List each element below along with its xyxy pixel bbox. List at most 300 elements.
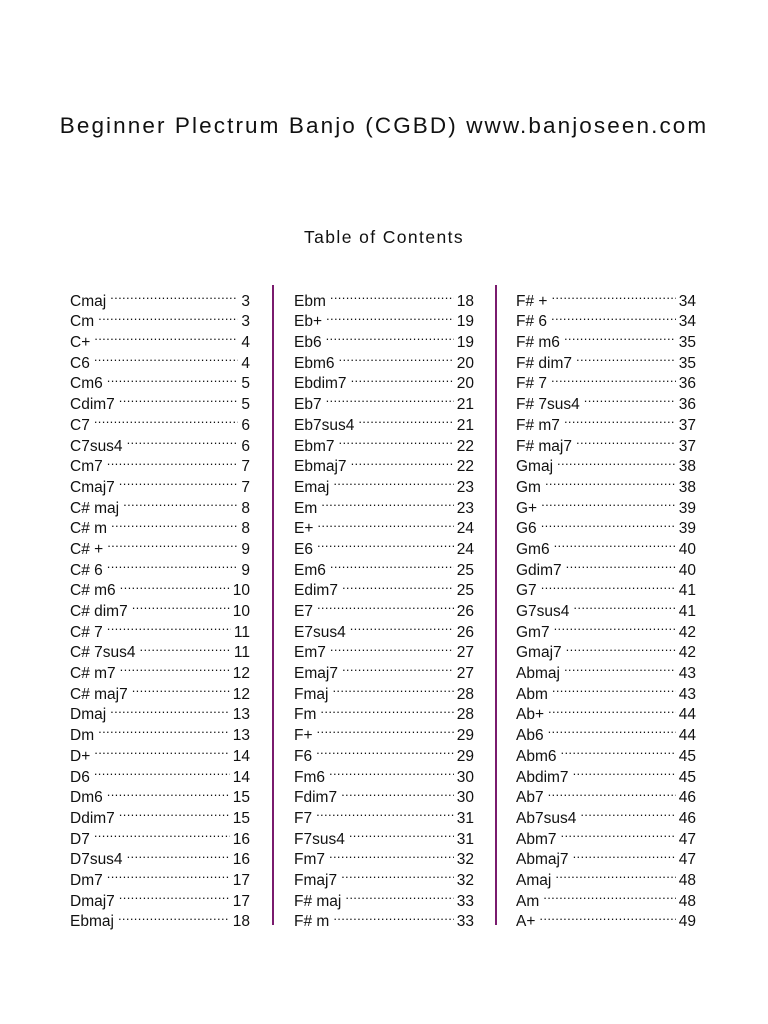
toc-entry[interactable] bbox=[294, 513, 474, 538]
toc-entry-page-number: 10 bbox=[232, 603, 250, 620]
toc-entry-page-number: 40 bbox=[678, 540, 696, 558]
toc-entry[interactable] bbox=[294, 533, 474, 558]
toc-entry-label: Ddim7 bbox=[70, 809, 115, 827]
toc-entry-label: Cm6 bbox=[70, 375, 103, 393]
dot-leader bbox=[548, 719, 676, 740]
toc-entry[interactable] bbox=[70, 285, 250, 310]
toc-entry-page-number: 32 bbox=[456, 871, 474, 889]
toc-entry-page-number: 22 bbox=[456, 437, 474, 455]
toc-entry-page-number: 47 bbox=[678, 851, 696, 869]
toc-entry-label: Fmaj7 bbox=[294, 871, 338, 889]
toc-entry-page-number: 6 bbox=[241, 437, 250, 455]
toc-entry-label: Ab7 bbox=[516, 789, 544, 807]
toc-entry[interactable] bbox=[516, 885, 696, 910]
dot-leader bbox=[539, 906, 675, 927]
toc-entry-label: D6 bbox=[70, 768, 90, 786]
toc-entry-page-number: 47 bbox=[678, 830, 696, 848]
toc-entry-label: D7sus4 bbox=[70, 851, 123, 869]
dot-leader bbox=[317, 513, 453, 534]
dot-leader bbox=[118, 906, 230, 927]
toc-entry-page-number: 35 bbox=[678, 334, 696, 352]
toc-entry-page-number: 4 bbox=[241, 334, 250, 352]
toc-entry-page-number: 41 bbox=[678, 582, 696, 600]
toc-entry-page-number: 39 bbox=[678, 499, 696, 517]
toc-entry[interactable] bbox=[294, 740, 474, 765]
dot-leader bbox=[107, 554, 239, 575]
toc-entry-page-number: 9 bbox=[241, 561, 250, 579]
toc-entry-label: Dm7 bbox=[70, 871, 103, 889]
toc-entry-label: Dm bbox=[70, 727, 95, 745]
toc-entry-label: C# dim7 bbox=[70, 603, 128, 620]
toc-entry-page-number: 19 bbox=[456, 313, 474, 331]
toc-entry-label: Ebmaj bbox=[70, 913, 114, 931]
toc-entry-page-number: 3 bbox=[241, 313, 250, 331]
toc-entry-label: C# m7 bbox=[70, 665, 116, 683]
toc-entry-label: C# m6 bbox=[70, 582, 116, 600]
toc-entry-label: F# maj bbox=[294, 892, 342, 910]
toc-entry-page-number: 28 bbox=[456, 685, 474, 703]
dot-leader bbox=[94, 740, 230, 761]
toc-entry-label: Abm6 bbox=[516, 747, 557, 765]
toc-column-3 bbox=[516, 285, 696, 931]
dot-leader bbox=[94, 326, 238, 347]
dot-leader bbox=[94, 347, 239, 368]
dot-leader bbox=[326, 388, 454, 409]
dot-leader bbox=[119, 885, 230, 906]
dot-leader bbox=[317, 595, 454, 616]
dot-leader bbox=[119, 471, 239, 492]
dot-leader bbox=[132, 595, 230, 616]
dot-leader bbox=[316, 802, 454, 823]
toc-entry-label: D7 bbox=[70, 830, 90, 848]
toc-entry-page-number: 17 bbox=[232, 871, 250, 889]
dot-leader bbox=[545, 471, 676, 492]
toc-entry-label: F# 6 bbox=[516, 313, 548, 331]
dot-leader bbox=[341, 782, 454, 803]
toc-entry-page-number: 41 bbox=[678, 603, 696, 620]
toc-entry-label: E+ bbox=[294, 520, 314, 538]
toc-entry-page-number: 38 bbox=[678, 478, 696, 496]
toc-entry-page-number: 18 bbox=[456, 292, 474, 310]
toc-entry-page-number: 36 bbox=[678, 396, 696, 414]
dot-leader bbox=[351, 368, 454, 389]
dot-leader bbox=[541, 513, 676, 534]
toc-entry-label: Edim7 bbox=[294, 582, 338, 600]
dot-leader bbox=[333, 471, 453, 492]
toc-entry-label: Cmaj7 bbox=[70, 478, 115, 496]
toc-entry[interactable] bbox=[294, 699, 474, 724]
toc-entry-page-number: 29 bbox=[456, 747, 474, 765]
toc-entry-label: Ebm6 bbox=[294, 354, 335, 372]
toc-entry-label: Dmaj bbox=[70, 706, 107, 724]
toc-entry-page-number: 44 bbox=[678, 706, 696, 724]
toc-entry-label: Cmaj bbox=[70, 292, 107, 310]
toc-entry-page-number: 37 bbox=[678, 437, 696, 455]
toc-entry[interactable] bbox=[294, 595, 474, 620]
dot-leader bbox=[554, 533, 676, 554]
toc-entry-page-number: 7 bbox=[241, 458, 250, 476]
dot-leader bbox=[573, 761, 676, 782]
toc-entry[interactable] bbox=[294, 802, 474, 827]
dot-leader bbox=[330, 637, 454, 658]
dot-leader bbox=[541, 575, 676, 596]
toc-entry-label: Em bbox=[294, 499, 318, 517]
toc-entry-page-number: 20 bbox=[456, 375, 474, 393]
dot-leader bbox=[584, 388, 676, 409]
toc-entry-label: C# 6 bbox=[70, 561, 103, 579]
toc-heading: Table of Contents bbox=[304, 227, 464, 247]
dot-leader bbox=[120, 575, 230, 596]
toc-entry-page-number: 48 bbox=[678, 892, 696, 910]
dot-leader bbox=[551, 368, 676, 389]
toc-entry-label: G7 bbox=[516, 582, 537, 600]
toc-entry-page-number: 12 bbox=[232, 665, 250, 683]
dot-leader bbox=[111, 513, 238, 534]
toc-entry-page-number: 13 bbox=[232, 706, 250, 724]
toc-entry-label: C# 7sus4 bbox=[70, 644, 136, 662]
dot-leader bbox=[94, 409, 239, 430]
toc-entry-page-number: 36 bbox=[678, 375, 696, 393]
toc-entry-label: C7sus4 bbox=[70, 437, 123, 455]
toc-entry-page-number: 24 bbox=[456, 540, 474, 558]
dot-leader bbox=[119, 802, 230, 823]
dot-leader bbox=[107, 616, 231, 637]
toc-entry-page-number: 3 bbox=[241, 292, 250, 310]
toc-entry-page-number: 8 bbox=[241, 520, 250, 538]
toc-entry-label: A+ bbox=[516, 913, 536, 931]
toc-entry-page-number: 6 bbox=[241, 416, 250, 434]
dot-leader bbox=[329, 761, 454, 782]
dot-leader bbox=[321, 492, 454, 513]
toc-entry[interactable] bbox=[70, 823, 250, 848]
toc-entry[interactable] bbox=[516, 906, 696, 931]
toc-entry-label: F# maj7 bbox=[516, 437, 572, 455]
toc-entry-label: Am bbox=[516, 892, 540, 910]
toc-entry[interactable] bbox=[294, 492, 474, 517]
toc-entry-label: E7sus4 bbox=[294, 623, 346, 641]
dot-leader bbox=[320, 699, 453, 720]
toc-entry-page-number: 14 bbox=[232, 768, 250, 786]
toc-entry-page-number: 44 bbox=[678, 727, 696, 745]
toc-entry-label: F+ bbox=[294, 727, 313, 745]
toc-entry-page-number: 42 bbox=[678, 644, 696, 662]
document-title: Beginner Plectrum Banjo (CGBD) www.banjoseen.com bbox=[59, 113, 709, 138]
toc-entry-page-number: 21 bbox=[456, 416, 474, 434]
dot-leader bbox=[94, 823, 230, 844]
toc-entry-label: Amaj bbox=[516, 871, 552, 889]
dot-leader bbox=[345, 885, 453, 906]
dot-leader bbox=[548, 699, 676, 720]
dot-leader bbox=[120, 657, 230, 678]
toc-entry[interactable] bbox=[70, 740, 250, 765]
toc-column-2 bbox=[294, 285, 474, 931]
toc-entry-label: C# 7 bbox=[70, 623, 103, 641]
toc-entry-page-number: 19 bbox=[456, 334, 474, 352]
dot-leader bbox=[554, 616, 676, 637]
toc-entry-page-number: 11 bbox=[233, 644, 250, 662]
toc-entry-page-number: 38 bbox=[678, 458, 696, 476]
toc-column-1 bbox=[70, 285, 250, 931]
toc-entry-page-number: 10 bbox=[232, 582, 250, 600]
dot-leader bbox=[107, 368, 239, 389]
toc-entry[interactable] bbox=[516, 575, 696, 600]
dot-leader bbox=[573, 595, 675, 616]
toc-entry-label: F6 bbox=[294, 747, 313, 765]
toc-entry-page-number: 30 bbox=[456, 768, 474, 786]
toc-entry-label: Eb+ bbox=[294, 313, 323, 331]
toc-entry-label: D+ bbox=[70, 747, 91, 765]
toc-entry-page-number: 27 bbox=[456, 665, 474, 683]
toc-entry[interactable] bbox=[516, 595, 696, 620]
toc-entry-label: F# m6 bbox=[516, 334, 560, 352]
dot-leader bbox=[349, 823, 454, 844]
toc-entry-page-number: 43 bbox=[678, 685, 696, 703]
toc-entry-label: E7 bbox=[294, 603, 313, 620]
toc-entry-page-number: 46 bbox=[678, 789, 696, 807]
toc-entry-label: G7sus4 bbox=[516, 603, 570, 620]
toc-entry-label: Cm7 bbox=[70, 458, 103, 476]
toc-entry-label: Ebdim7 bbox=[294, 375, 347, 393]
toc-entry[interactable] bbox=[516, 492, 696, 517]
toc-entry-page-number: 35 bbox=[678, 354, 696, 372]
toc-entry-label: Ebmaj7 bbox=[294, 458, 347, 476]
dot-leader bbox=[566, 554, 676, 575]
toc-entry-page-number: 32 bbox=[456, 851, 474, 869]
dot-leader bbox=[339, 430, 454, 451]
toc-entry-page-number: 34 bbox=[678, 292, 696, 310]
dot-leader bbox=[358, 409, 453, 430]
toc-entry-page-number: 45 bbox=[678, 768, 696, 786]
toc-entry-label: C# + bbox=[70, 540, 104, 558]
dot-leader bbox=[107, 451, 239, 472]
toc-entry[interactable] bbox=[70, 844, 250, 869]
toc-entry-label: Cm bbox=[70, 313, 95, 331]
toc-entry-label: Fm bbox=[294, 706, 317, 724]
toc-entry-label: F7 bbox=[294, 809, 313, 827]
dot-leader bbox=[107, 533, 238, 554]
toc-entry-page-number: 49 bbox=[678, 913, 696, 931]
toc-entry[interactable] bbox=[70, 347, 250, 372]
dot-leader bbox=[576, 430, 676, 451]
toc-entry-page-number: 11 bbox=[233, 623, 250, 641]
toc-entry-label: Gmaj bbox=[516, 458, 554, 476]
toc-entry-page-number: 23 bbox=[456, 478, 474, 496]
toc-entry-page-number: 18 bbox=[232, 913, 250, 931]
toc-entry[interactable] bbox=[294, 719, 474, 745]
toc-entry[interactable] bbox=[70, 761, 250, 786]
toc-entry-label: C+ bbox=[70, 334, 91, 352]
toc-entry-page-number: 4 bbox=[241, 354, 250, 372]
dot-leader bbox=[127, 430, 239, 451]
toc-entry-label: F# m7 bbox=[516, 416, 560, 434]
toc-entry-page-number: 29 bbox=[456, 727, 474, 745]
toc-entry-label: Abmaj bbox=[516, 665, 560, 683]
dot-leader bbox=[342, 657, 454, 678]
dot-leader bbox=[333, 906, 453, 927]
toc-entry[interactable] bbox=[294, 554, 474, 579]
toc-entry-page-number: 26 bbox=[456, 603, 474, 620]
toc-entry-page-number: 43 bbox=[678, 665, 696, 683]
dot-leader bbox=[551, 306, 676, 327]
toc-entry-label: C# maj7 bbox=[70, 685, 128, 703]
toc-entry[interactable] bbox=[516, 513, 696, 538]
toc-entry[interactable] bbox=[70, 409, 250, 434]
toc-entry-label: Em6 bbox=[294, 561, 326, 579]
toc-entry-label: Abm bbox=[516, 685, 548, 703]
dot-leader bbox=[123, 492, 238, 513]
dot-leader bbox=[339, 347, 454, 368]
toc-entry-label: G6 bbox=[516, 520, 537, 538]
toc-entry-label: Abdim7 bbox=[516, 768, 569, 786]
toc-entry-page-number: 31 bbox=[456, 830, 474, 848]
toc-entry-page-number: 42 bbox=[678, 623, 696, 641]
toc-entry-page-number: 12 bbox=[232, 685, 250, 703]
toc-entry-label: C# maj bbox=[70, 499, 120, 517]
toc-entry-page-number: 15 bbox=[232, 809, 250, 827]
toc-entry-label: C7 bbox=[70, 416, 90, 434]
dot-leader bbox=[561, 823, 676, 844]
dot-leader bbox=[107, 782, 230, 803]
toc-entry-page-number: 46 bbox=[678, 809, 696, 827]
toc-entry-label: Emaj bbox=[294, 478, 330, 496]
dot-leader bbox=[580, 802, 675, 823]
toc-entry-label: Emaj7 bbox=[294, 665, 338, 683]
toc-entry-label: Fm6 bbox=[294, 768, 325, 786]
toc-entry-page-number: 16 bbox=[232, 830, 250, 848]
toc-entry-page-number: 23 bbox=[456, 499, 474, 517]
toc-entry-label: Gm7 bbox=[516, 623, 550, 641]
dot-leader bbox=[342, 575, 454, 596]
dot-leader bbox=[110, 285, 238, 306]
toc-entry-label: F# 7sus4 bbox=[516, 396, 580, 414]
toc-entry-label: Em7 bbox=[294, 644, 326, 662]
toc-entry-label: Gm bbox=[516, 478, 541, 496]
dot-leader bbox=[330, 285, 454, 306]
toc-entry-label: Gm6 bbox=[516, 540, 550, 558]
toc-entry-page-number: 39 bbox=[678, 520, 696, 538]
toc-entry-page-number: 5 bbox=[241, 375, 250, 393]
toc-entry-label: Eb7 bbox=[294, 396, 322, 414]
dot-leader bbox=[564, 409, 676, 430]
toc-entry-label: Ebm bbox=[294, 292, 326, 310]
dot-leader bbox=[566, 637, 676, 658]
toc-entry-label: C# m bbox=[70, 520, 108, 538]
toc-entry[interactable] bbox=[516, 285, 696, 310]
dot-leader bbox=[548, 782, 676, 803]
toc-entry[interactable] bbox=[294, 285, 474, 310]
toc-entry-page-number: 45 bbox=[678, 747, 696, 765]
dot-leader bbox=[326, 306, 454, 327]
toc-entry-page-number: 26 bbox=[456, 623, 474, 641]
toc-entry-label: Eb6 bbox=[294, 334, 322, 352]
toc-entry-label: Ab+ bbox=[516, 706, 545, 724]
toc-entry-page-number: 48 bbox=[678, 871, 696, 889]
toc-entry-page-number: 33 bbox=[456, 892, 474, 910]
toc-entry-label: F# m bbox=[294, 913, 330, 931]
dot-leader bbox=[317, 719, 454, 740]
dot-leader bbox=[551, 285, 675, 306]
column-divider bbox=[272, 285, 274, 925]
toc-entry-label: Gmaj7 bbox=[516, 644, 562, 662]
toc-entry-label: Gdim7 bbox=[516, 561, 562, 579]
toc-entry-label: Fmaj bbox=[294, 685, 329, 703]
toc-entry-label: Ab7sus4 bbox=[516, 809, 577, 827]
dot-leader bbox=[557, 451, 676, 472]
dot-leader bbox=[541, 492, 676, 513]
toc-entry[interactable] bbox=[294, 616, 474, 641]
dot-leader bbox=[555, 864, 675, 885]
toc-entry-page-number: 5 bbox=[241, 396, 250, 414]
toc-entry[interactable] bbox=[294, 761, 474, 786]
dot-leader bbox=[107, 864, 230, 885]
toc-entry-page-number: 25 bbox=[456, 582, 474, 600]
toc-entry[interactable] bbox=[70, 782, 250, 807]
dot-leader bbox=[119, 388, 239, 409]
dot-leader bbox=[326, 326, 454, 347]
dot-leader bbox=[330, 554, 454, 575]
toc-entry-label: F# + bbox=[516, 292, 548, 310]
toc-entry[interactable] bbox=[70, 326, 250, 352]
toc-entry-page-number: 25 bbox=[456, 561, 474, 579]
dot-leader bbox=[132, 678, 230, 699]
dot-leader bbox=[317, 533, 454, 554]
toc-entry[interactable] bbox=[294, 823, 474, 848]
dot-leader bbox=[139, 637, 230, 658]
toc-entry-label: G+ bbox=[516, 499, 538, 517]
toc-entry-page-number: 40 bbox=[678, 561, 696, 579]
toc-entry-page-number: 33 bbox=[456, 913, 474, 931]
dot-leader bbox=[350, 616, 454, 637]
toc-entry-page-number: 8 bbox=[241, 499, 250, 517]
toc-entry-label: F7sus4 bbox=[294, 830, 345, 848]
dot-leader bbox=[316, 740, 454, 761]
dot-leader bbox=[543, 885, 676, 906]
toc-entry-page-number: 20 bbox=[456, 354, 474, 372]
dot-leader bbox=[576, 347, 676, 368]
toc-entry-page-number: 30 bbox=[456, 789, 474, 807]
toc-entry-page-number: 24 bbox=[456, 520, 474, 538]
dot-leader bbox=[561, 740, 676, 761]
toc-entry-page-number: 27 bbox=[456, 644, 474, 662]
dot-leader bbox=[94, 761, 230, 782]
toc-entry-page-number: 14 bbox=[232, 747, 250, 765]
toc-entry-page-number: 15 bbox=[232, 789, 250, 807]
toc-entry-page-number: 28 bbox=[456, 706, 474, 724]
toc-entry[interactable] bbox=[70, 430, 250, 455]
toc-entry-label: Fm7 bbox=[294, 851, 325, 869]
dot-leader bbox=[329, 844, 454, 865]
toc-entry-label: F# dim7 bbox=[516, 354, 572, 372]
toc-entry-page-number: 9 bbox=[241, 540, 250, 558]
toc-entry[interactable] bbox=[70, 368, 250, 393]
toc-entry-label: E6 bbox=[294, 540, 313, 558]
toc-entry-label: Abmaj7 bbox=[516, 851, 569, 869]
toc-entry-label: Eb7sus4 bbox=[294, 416, 355, 434]
toc-entry-page-number: 37 bbox=[678, 416, 696, 434]
toc-entry-label: Dmaj7 bbox=[70, 892, 115, 910]
column-divider bbox=[495, 285, 497, 925]
dot-leader bbox=[564, 326, 676, 347]
toc-entry-label: Cdim7 bbox=[70, 396, 115, 414]
dot-leader bbox=[564, 657, 676, 678]
toc-entry-page-number: 34 bbox=[678, 313, 696, 331]
toc-entry-page-number: 16 bbox=[232, 851, 250, 869]
toc-entry[interactable] bbox=[516, 533, 696, 558]
toc-entry-page-number: 17 bbox=[232, 892, 250, 910]
toc-entry-page-number: 7 bbox=[241, 478, 250, 496]
dot-leader bbox=[552, 678, 676, 699]
dot-leader bbox=[351, 451, 454, 472]
